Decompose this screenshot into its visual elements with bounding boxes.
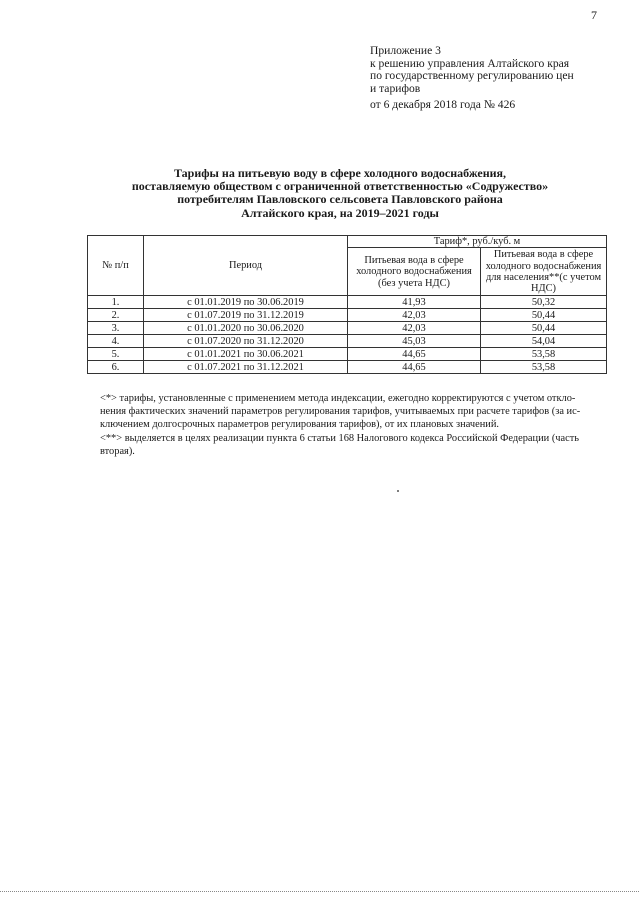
title-line: поставляемую обществом с ограниченной ответственностью «Содружество» — [131, 179, 549, 194]
header-population: Питьевая вода в сфере холодного водоснабжения для населения**(с учетом НДС) — [481, 248, 607, 296]
cell-num: 6. — [88, 361, 144, 374]
appendix-line: Приложение 3 — [370, 44, 441, 57]
cell-population: 53,58 — [481, 361, 607, 374]
footnote-line: вторая). — [100, 445, 135, 457]
tariff-table — [87, 235, 607, 374]
cell-population: 50,32 — [481, 296, 607, 309]
cell-period: с 01.01.2021 по 30.06.2021 — [144, 348, 348, 361]
cell-no-vat: 42,03 — [348, 322, 481, 335]
table-row — [88, 296, 607, 309]
table-row — [88, 322, 607, 335]
cell-no-vat: 44,65 — [348, 348, 481, 361]
header-no-vat: Питьевая вода в сфере холодного водоснабжения (без учета НДС) — [348, 248, 481, 296]
title-line: Тарифы на питьевую воду в сфере холодного водоснабжения, — [173, 166, 507, 180]
page-number: 7 — [591, 8, 597, 22]
appendix-line: к решению управления Алтайского края — [370, 56, 570, 70]
footnote-line: <*> тарифы, установленные с применением метода индексации, ежегодно корректируются с учетом откло- — [100, 393, 576, 404]
title-line: потребителям Павловского сельсовета Павловского района — [177, 192, 503, 207]
cell-period: с 01.07.2021 по 31.12.2021 — [144, 361, 348, 374]
scan-speck — [397, 490, 399, 492]
header-num: № п/п — [88, 236, 144, 296]
cell-no-vat: 42,03 — [348, 309, 481, 322]
cell-period: с 01.07.2019 по 31.12.2019 — [144, 309, 348, 322]
cell-num: 3. — [88, 322, 144, 335]
appendix-line: и тарифов — [370, 81, 421, 95]
cell-no-vat: 44,65 — [348, 361, 481, 374]
cell-period: с 01.07.2020 по 31.12.2020 — [144, 335, 348, 348]
appendix-line: от 6 декабря 2018 года № 426 — [370, 98, 516, 112]
header-period: Период — [144, 236, 348, 296]
cell-period: с 01.01.2020 по 30.06.2020 — [144, 322, 348, 335]
appendix-line: по государственному регулированию цен — [370, 69, 574, 83]
appendix-header — [370, 45, 620, 112]
footnote-line: нения фактических значений параметров регулирования тарифов, учитываемых при расчете тарифов (за ис- — [100, 406, 581, 418]
header-tariff-group: Тариф*, руб./куб. м — [348, 236, 607, 248]
page-bottom-edge — [0, 891, 639, 892]
cell-num: 1. — [88, 296, 144, 309]
cell-population: 54,04 — [481, 335, 607, 348]
table-row — [88, 309, 607, 322]
cell-num: 2. — [88, 309, 144, 322]
footnote-line: ключением долгосрочных параметров регулирования тарифов), от их плановых значений. — [100, 419, 500, 431]
table-row — [88, 348, 607, 361]
table-row — [88, 361, 607, 374]
cell-num: 5. — [88, 348, 144, 361]
cell-num: 4. — [88, 335, 144, 348]
title-line: Алтайского края, на 2019–2021 годы — [241, 205, 439, 220]
cell-no-vat: 45,03 — [348, 335, 481, 348]
cell-period: с 01.01.2019 по 30.06.2019 — [144, 296, 348, 309]
cell-no-vat: 41,93 — [348, 296, 481, 309]
cell-population: 50,44 — [481, 309, 607, 322]
table-row — [88, 335, 607, 348]
footnotes — [100, 392, 605, 458]
document-title — [60, 167, 620, 220]
footnote-line: <**> выделяется в целях реализации пункта 6 статьи 168 Налогового кодекса Российской Федерации (часть — [100, 432, 580, 444]
cell-population: 50,44 — [481, 322, 607, 335]
cell-population: 53,58 — [481, 348, 607, 361]
